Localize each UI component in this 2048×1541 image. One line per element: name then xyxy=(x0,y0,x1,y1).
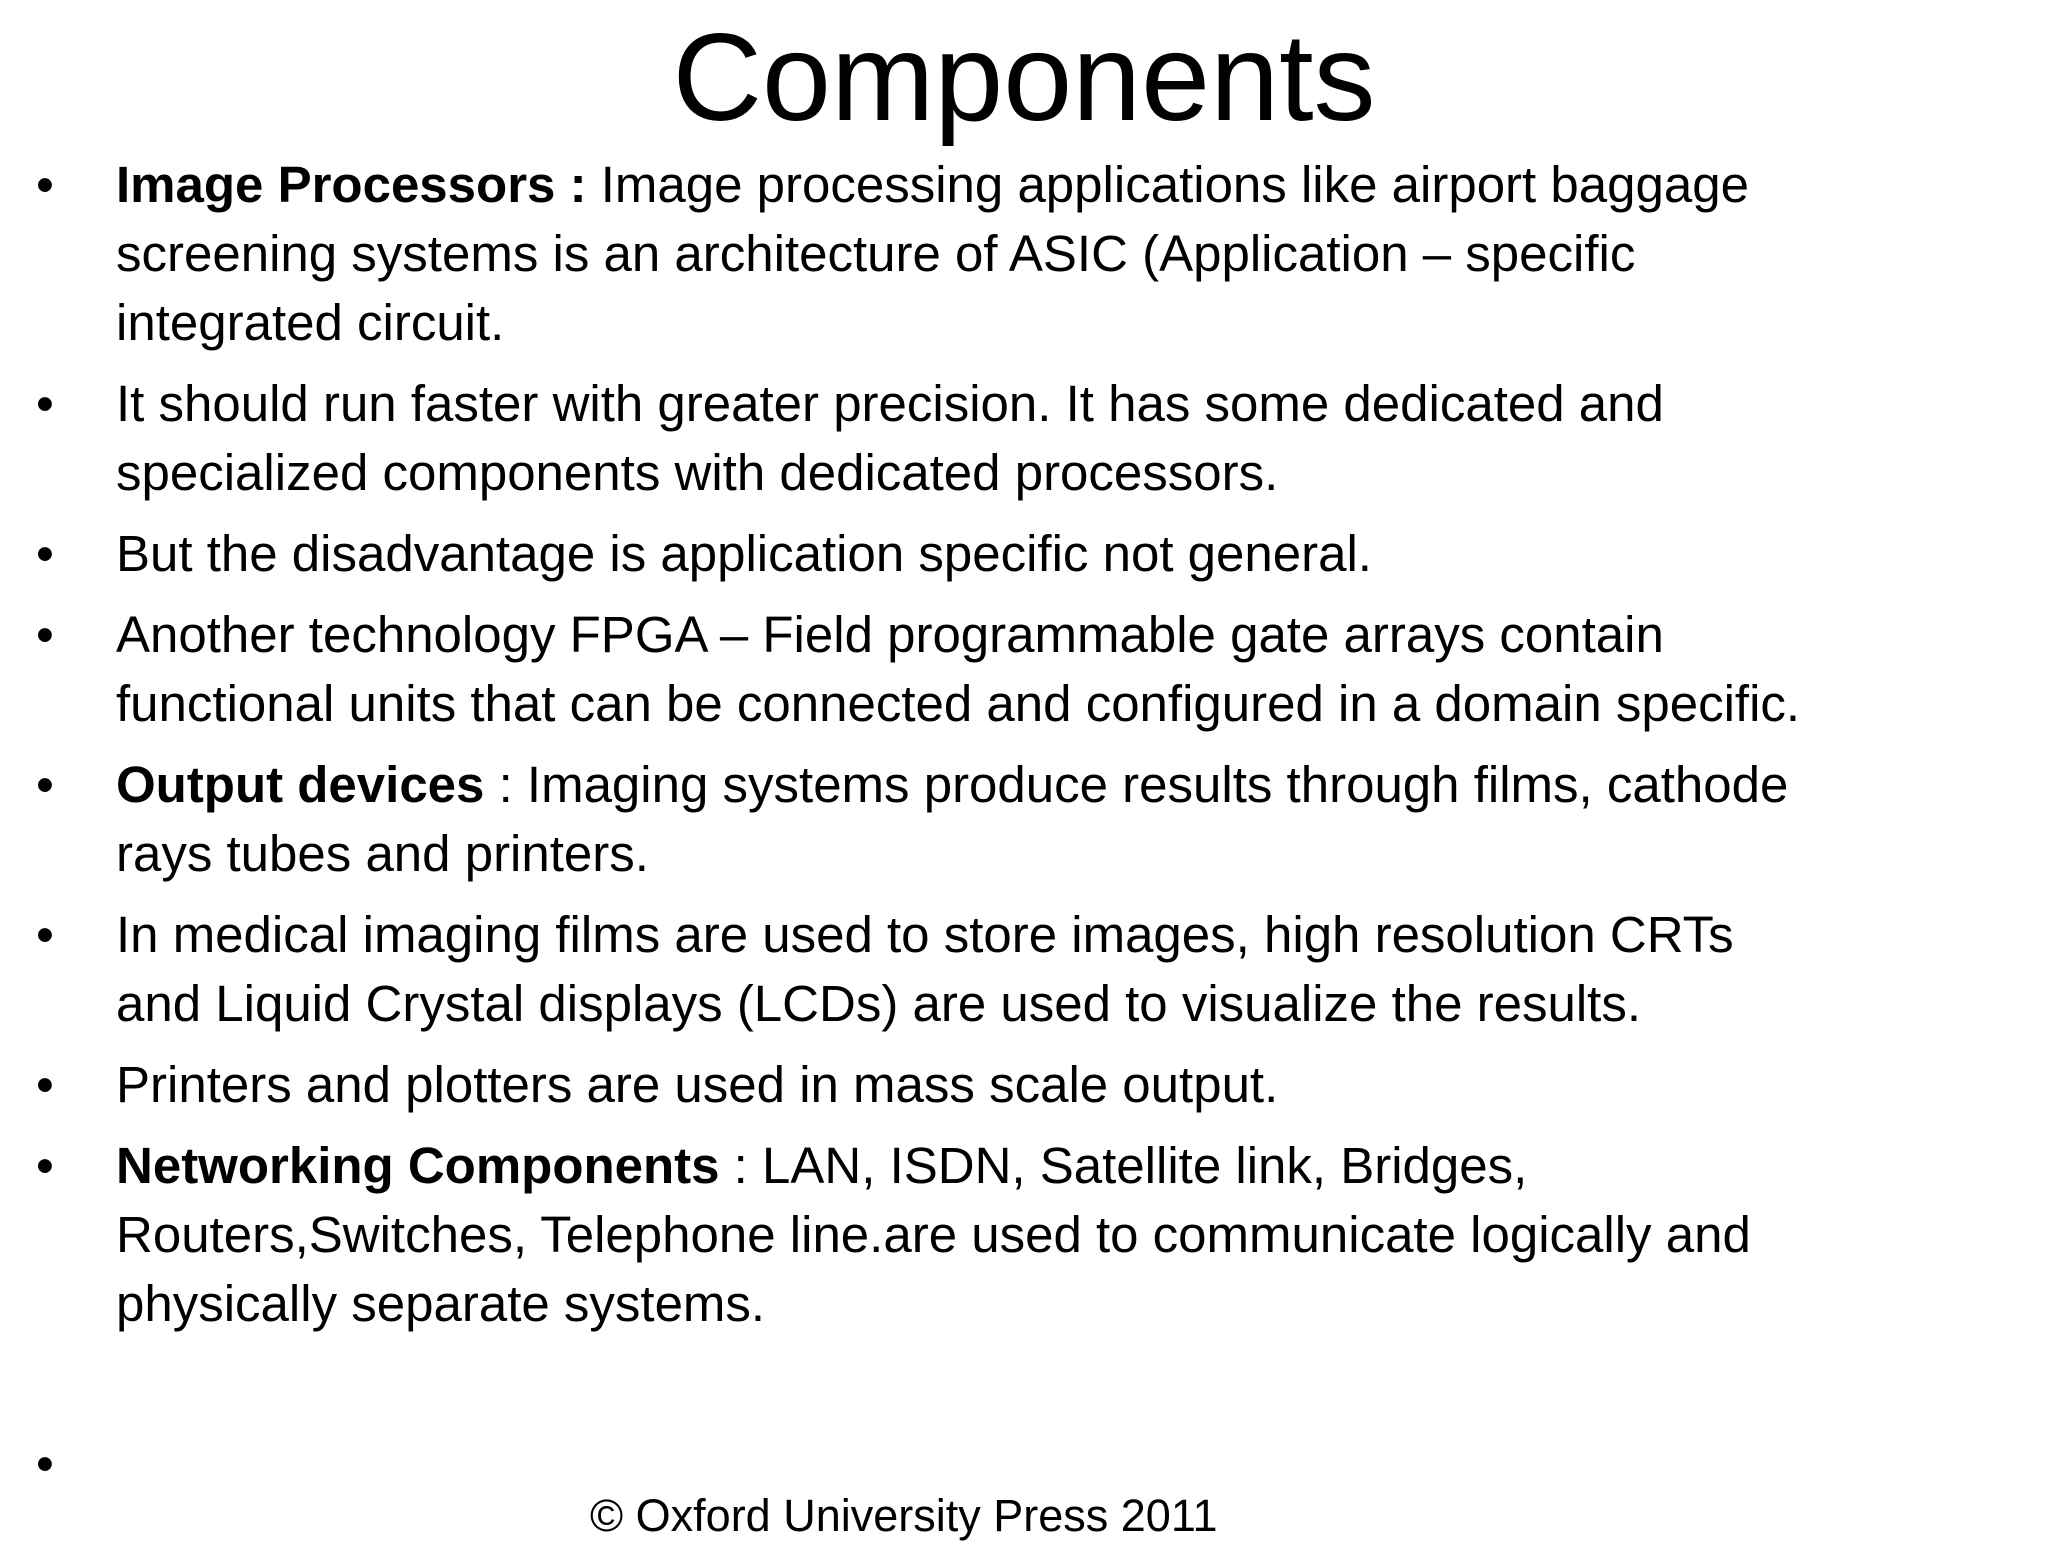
bullet-text-line: In medical imaging films are used to store images, high resolution CRTs xyxy=(116,906,1734,963)
bullet-lead-term: Image Processors : xyxy=(116,156,587,213)
bullet-item xyxy=(0,1050,2048,1119)
bullet-text-line: Another technology FPGA – Field programmable gate arrays contain xyxy=(116,606,1664,663)
bullet-text-line: : LAN, ISDN, Satellite link, Bridges, xyxy=(719,1137,1528,1194)
bullet-item xyxy=(0,900,2048,1038)
bullet-text-line: : Imaging systems produce results through films, cathode xyxy=(484,756,1789,813)
bullet-text-line: Routers,Switches, Telephone line.are used to communicate logically and xyxy=(116,1206,1751,1263)
bullet-dot: • xyxy=(36,525,54,582)
bullet-text-line: specialized components with dedicated processors. xyxy=(116,444,1279,501)
bullet-dot: • xyxy=(36,1137,54,1194)
bullet-lead-term: Networking Components xyxy=(116,1137,720,1194)
bullet-item xyxy=(0,1131,2048,1338)
bullet-dot: • xyxy=(36,1056,54,1113)
bullet-dot: • xyxy=(36,906,54,963)
bullet-dot: • xyxy=(36,756,54,813)
slide-title: Components xyxy=(672,9,1376,147)
copyright-footer: © Oxford University Press 2011 xyxy=(590,1490,1218,1541)
bullet-dot: • xyxy=(36,375,54,432)
bullet-text-line: and Liquid Crystal displays (LCDs) are used to visualize the results. xyxy=(116,975,1642,1032)
bullet-list xyxy=(0,150,2048,1350)
bullet-text-line: screening systems is an architecture of ASIC (Application – specific xyxy=(116,225,1636,282)
bullet-text-line: functional units that can be connected and configured in a domain specific. xyxy=(116,675,1801,732)
bullet-text-line: Printers and plotters are used in mass scale output. xyxy=(116,1056,1279,1113)
bullet-text-line: It should run faster with greater precision. It has some dedicated and xyxy=(116,375,1664,432)
bullet-item xyxy=(0,150,2048,357)
bullet-lead-term: Output devices xyxy=(116,756,485,813)
bullet-text-line: physically separate systems. xyxy=(116,1275,766,1332)
bullet-text-line: integrated circuit. xyxy=(116,294,505,351)
empty-bullet: • xyxy=(36,1435,54,1492)
bullet-text-line: rays tubes and printers. xyxy=(116,825,649,882)
bullet-dot: • xyxy=(36,606,54,663)
bullet-item xyxy=(0,750,2048,888)
bullet-item xyxy=(0,519,2048,588)
bullet-item xyxy=(0,369,2048,507)
bullet-dot: • xyxy=(36,156,54,213)
bullet-item xyxy=(0,600,2048,738)
bullet-text-line: Image processing applications like airport baggage xyxy=(586,156,1749,213)
bullet-text-line: But the disadvantage is application specific not general. xyxy=(116,525,1372,582)
